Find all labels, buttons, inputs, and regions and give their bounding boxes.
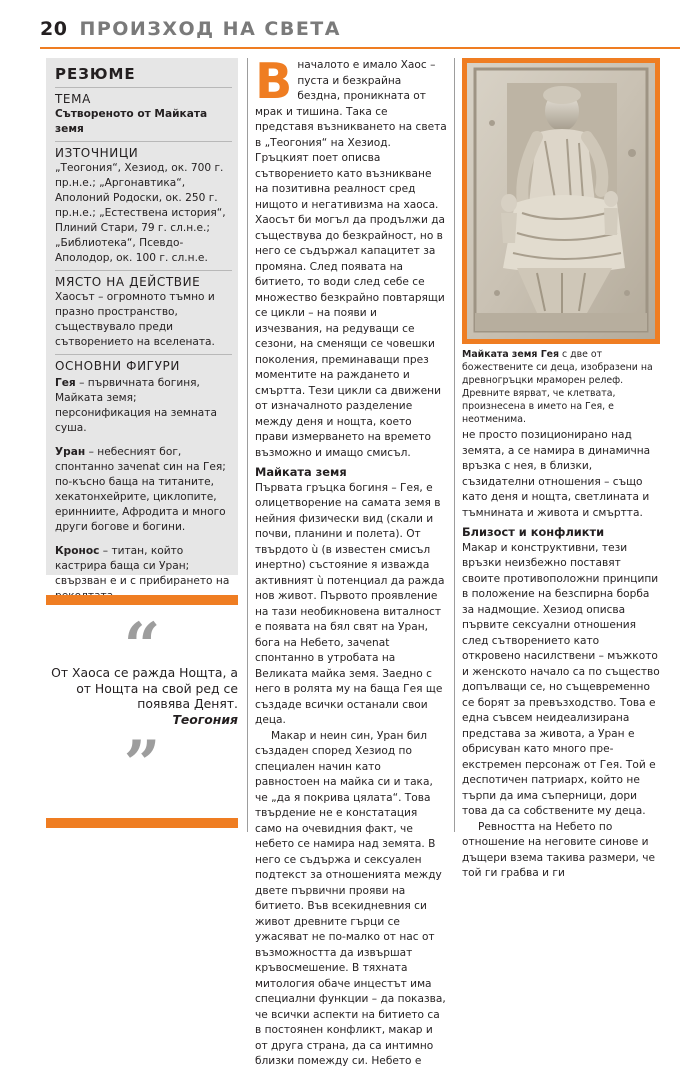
sources-text: „Теогония“, Хезиод, ок. 700 г. пр.н.е.; „Аргонавтика“, Аполоний Родоски, ок. 250 г. пр.н.е.; „Естествена история“, Плиний Стари, 79 г. сл.н.е.; „Библиотека“, Псевдо-Аполодор, ок. 100 г. сл.н.е. [55,162,226,264]
drop-cap: В [255,53,293,110]
column-rule-right [454,58,455,832]
figure-uranus [55,445,232,535]
figures-section [55,355,232,608]
quote-source: Теогония [172,711,238,727]
theme-label: ТЕМА [55,92,91,106]
quote-text [46,665,238,727]
caption-text: с две от божествените си деца, изобразени на древногръцки мраморен релеф. Древните вярват, че клетвата, произнесена в името на Гея, е неотменима. [462,349,653,425]
intro-text: началото е имало Хаос – пуста и безкрайна бездна, проникната от мрак и тишина. Така се представя възникването на света в „Теогония“ на Хезиод. Гръцкият поет описва сътворението като възникване на позитивна реалност сред нищото и негативизма на хаоса. Хаосът би могъл да продължи да съществува до безкрайност, но в него се съдържал капацитет за промяна. След появата на битието, то води след себе се множество безкрайно повтарящи се цикли – на появи и изчезвания, на редуващи се сезони, на сменящи се човешки поколения, преминаващи през моментите на раждането и смъртта. Тези цикли са движени от изначалното разделение между деня и нощта, което прави измерването на времето възможно и имащо смисъл. [255,59,447,459]
pull-quote [46,595,238,832]
quote-rule-bottom [46,818,238,828]
sources-label: ИЗТОЧНИЦИ [55,146,139,160]
setting-text: Хаосът – огромното тъмно и празно пространство, съществувало преди сътворението на вселената. [55,291,215,348]
setting-label: МЯСТО НА ДЕЙСТВИЕ [55,275,201,289]
summary-box [46,58,238,587]
photo-frame [462,58,660,344]
quote-rule-top [46,595,238,605]
paragraph: Ревността на Небето по отношение на неговите синове и дъщери взема такива размери, че той ги грабва и ги [462,820,656,879]
paragraph: Първата гръцка богиня – Гея, е олицетворение на самата земя в нейния физически вид (скали и почви, планини и полета). От твърдото ù (в известен смисъл инертно) състояние я изважда активният ù потенциал да ражда нов живот. Първото проявление на тази необикновена виталност е появата на бял свят на Уран, бога на Небето, зачеnat спонтанно в утробата на Великата майка земя. Заедно с него в ролята му на баща Гея ще създаде всички останали свои деца. [255,481,445,726]
page-title: ПРОИЗХОД НА СВЕТА [79,18,341,40]
article-column-2 [462,428,660,882]
caption-bold: Майката земя Гея [462,349,560,360]
summary-title: РЕЗЮМЕ [55,58,232,88]
intro-paragraph [255,53,447,461]
theme-value: Сътвореното от Майката земя [55,108,208,135]
figure-gaia [55,376,232,436]
figure-name: Гея [55,377,76,389]
column-rule-left [247,58,248,832]
subhead-mother-earth: Майката земя [255,465,347,479]
figures-label: ОСНОВНИ ФИГУРИ [55,359,180,373]
page-number: 20 [40,18,68,40]
figure-desc: – небесният бог, спонтанно зачenat син на Гея; по-късно баща на титаните, хекатонхейрите, циклопите, еринниите, Афродита и много други богове и богини. [55,446,226,533]
close-quote-icon: ” [123,727,161,802]
header-rule [40,47,680,49]
sources-section [55,142,232,271]
article-column-1 [255,53,447,1070]
paragraph: Макар и неин син, Уран бил създаден според Хезиод по специален начин като равностоен на майка си и така, че „да я покрива цялата“. Това твърдение не е констатация само на очевидния факт, че небето се намира над земята. В него се съдържа и сексуален подтекст за отношенията между двете първични прояви на битието. Във всекидневния си живот древните гърци се ужасяват не по-малко от нас от възможността да извършат кръвосмешение. В тяхната митология обаче инцестът има специални функции – да показва, че всички аспекти на битието са в постоянен конфликт, макар и от друга страна, да са интимно близки помежду си. Небето е [255,729,446,1067]
quote-body: От Хаоса се ражда Нощта, а от Нощта на свой ред се появява Денят. [51,665,238,711]
paragraph: не просто позиционирано над земята, а се намира в динамична връзка с нея, в близки, съзидателни отношения – също като деня и нощта, светлината и тъмнината и живота и смъртта. [462,429,651,519]
theme-section [55,88,232,142]
paragraph: Макар и конструктивни, тези връзки неизбежно поставят своите противоположни принципи в положение на безспирна борба за надмощие. Хезиод описва първите сексуални отношения след сътворението като откровено насилствени – мъжкото и женското начало са по същество допълващи се, но същевременно се борят за превъзходство. Това е една съвсем неидеализирана представа за живота, а Уран е обрисуван като много пре-екстремен персонаж от Гея. Той е деспотичен патриарх, който не търпи да има съперници, дори това да са собствените му деца. [462,541,660,817]
relief-image [467,63,655,339]
figure-desc: – титан, който кастрира баща си Уран; свързван е и с прибирането на [55,545,230,587]
figure-name: Кронос [55,545,100,557]
figure-name: Уран [55,446,86,458]
subhead-closeness-conflicts: Близост и конфликти [462,525,605,539]
figure-desc: – първичната богиня, Майката земя; персонификация на земната суша. [55,377,217,434]
open-quote-icon: “ [123,609,161,684]
page-header [40,18,680,48]
setting-section [55,271,232,355]
photo-caption [462,348,660,426]
